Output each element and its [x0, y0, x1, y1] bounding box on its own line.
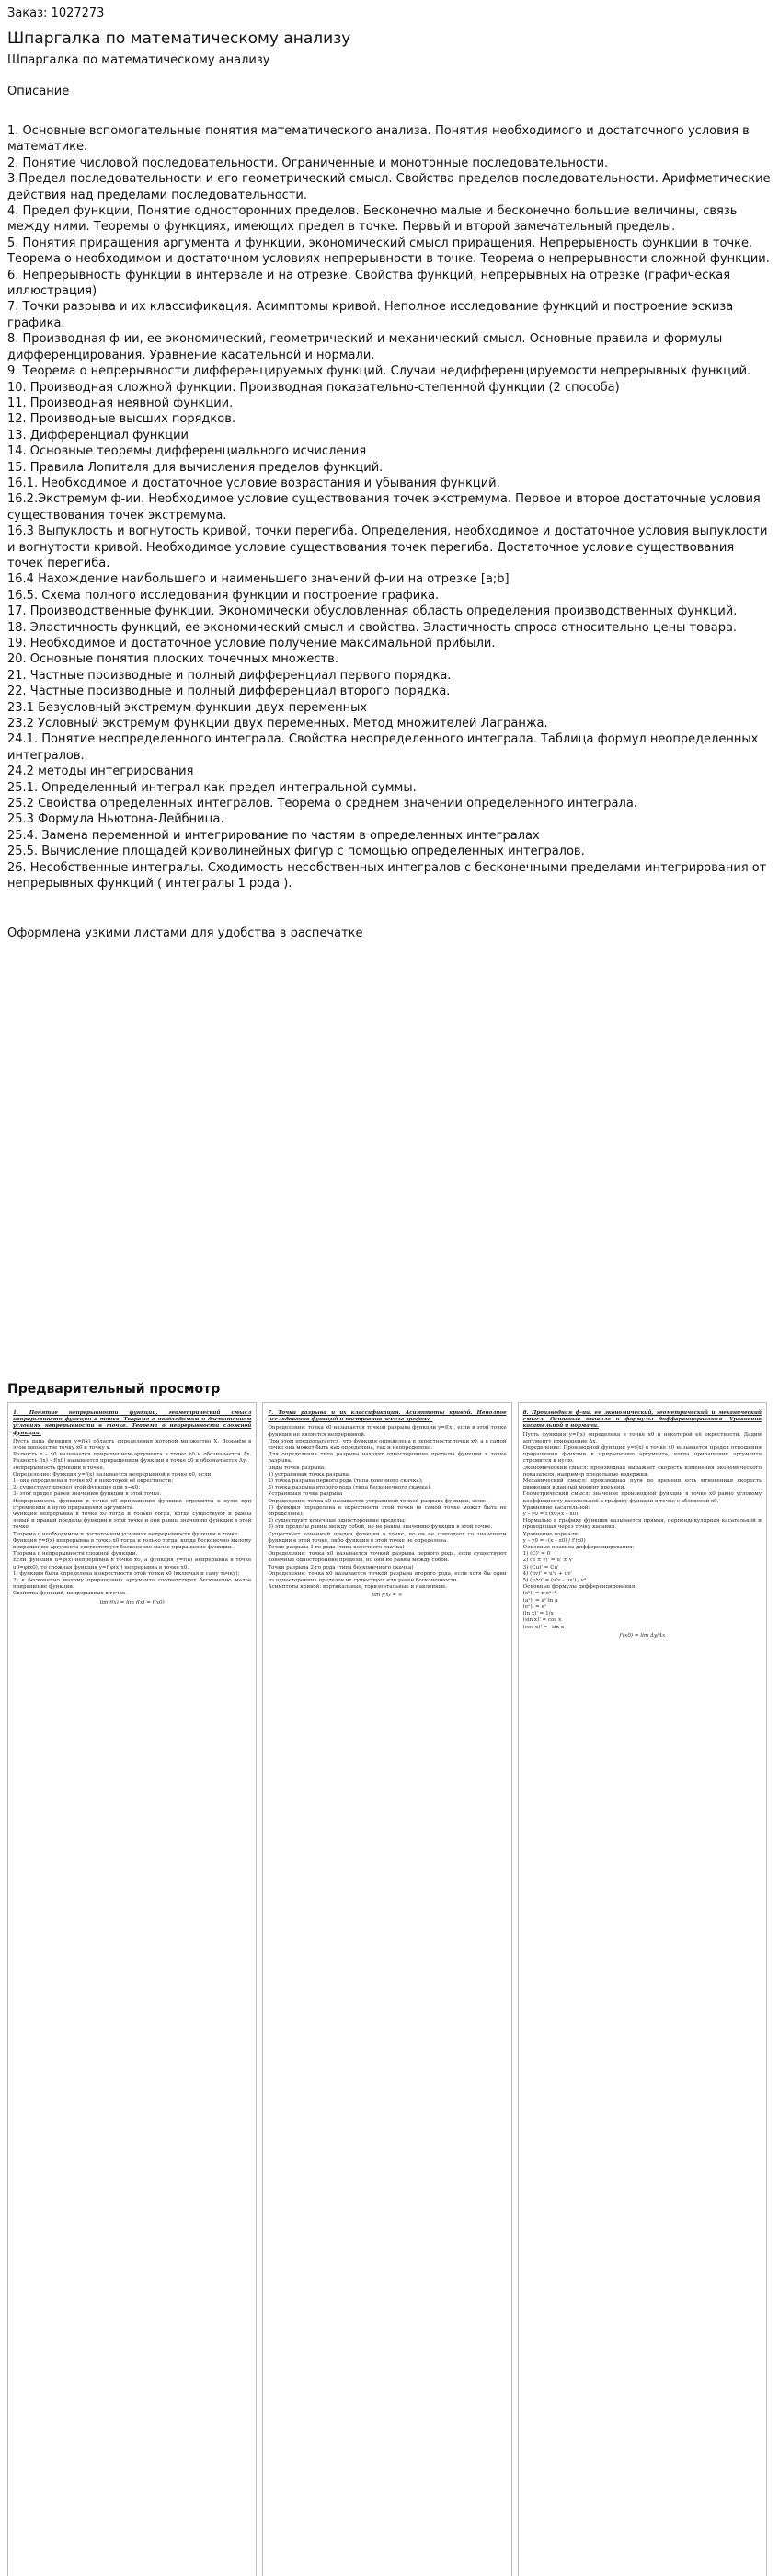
- preview-line: Определение: точка х0 называется точкой разрыва второго рода, если хотя бы один из односторонних пределов не существует или равен бесконечности.: [268, 1570, 507, 1584]
- toc-item: 20. Основные понятия плоских точечных множеств.: [7, 652, 338, 667]
- preview-line: Устранимая точка разрыва: [268, 1491, 343, 1498]
- toc-item: 23.2 Условный экстремум функции двух переменных. Метод множителей Лагранжа.: [7, 717, 548, 731]
- preview-line: y – y0 = –(x – x0) / f'(x0): [522, 1537, 586, 1544]
- preview-line: y – y0 = f'(x0)(x – x0): [522, 1512, 579, 1518]
- preview-sheet-body: [268, 1425, 506, 1591]
- toc-item: 1. Основные вспомогательные понятия математического анализа. Понятия необходимого и достаточного условия в математике.: [7, 124, 750, 155]
- toc-item: 4. Предел функции, Понятие односторонних пределов. Бесконечно малые и бесконечно большие величины, связь между ними. Теоремы о функциях, имеющих предел в точке. Первый и второй замечательный пределы.: [7, 204, 738, 235]
- toc-item: 25.2 Свойства определенных интегралов. Теорема о среднем значении определенного интеграла.: [7, 797, 637, 811]
- preview-line: 2) в бесконечно малому приращению аргумента соответствует бесконечно малое приращение функции.: [13, 1578, 252, 1591]
- preview-sheet-2: [262, 1402, 511, 2576]
- preview-line: (xⁿ)' = n·xⁿ⁻¹: [522, 1591, 556, 1597]
- preview-formula: lim f(x) = lim f(x) = f(x0): [99, 1599, 165, 1605]
- preview-line: При этом предполагается, что функция определена в окрестности точки х0, а в самой точке она может быть как определена, так и неопределена.: [268, 1438, 507, 1452]
- preview-line: 2) существует предел этой функции при х→х0;: [13, 1485, 141, 1491]
- toc-item: 2. Понятие числовой последовательности. Ограниченные и монотонные последовательности.: [7, 155, 609, 170]
- preview-line: Точки разрыва 2-го рода (типа бесконечного скачка): [268, 1564, 414, 1570]
- toc-item: 19. Необходимое и достаточное условие получение максимальной прибыли.: [7, 637, 496, 650]
- toc-item: 24.2 методы интегрирования: [7, 765, 194, 779]
- preview-formula: f'(x0) = lim Δy/Δx: [619, 1632, 666, 1639]
- preview-line: Определение: точка х0 называется точкой разрыва функции y=f(x), если в этой точке функция не является непрерывной.: [268, 1425, 507, 1438]
- toc-item: 23.1 Безусловный экстремум функции двух переменных: [7, 700, 368, 715]
- toc-item: 25.3 Формула Ньютона-Лейбница.: [7, 812, 224, 827]
- preview-line: 2) существуют конечные односторонние пределы;: [268, 1518, 407, 1524]
- preview-line: 2) точка разрыва первого рода (типа конечного скачка);: [268, 1478, 423, 1485]
- toc-item: 9. Теорема о непрерывности дифференцируемых функций. Случаи недифференцируемости непрерывных функций.: [7, 364, 751, 379]
- toc-item: 10. Производная сложной функции. Производная показательно-степенной функции (2 способа): [7, 380, 620, 395]
- preview-line: Теорема о непрерывности сложной функции.: [13, 1551, 138, 1558]
- preview-line: 1) (C)' = 0: [522, 1551, 551, 1558]
- preview-line: 3) эти пределы равны между собой, но не равны значению функции в этой точке.: [268, 1524, 493, 1531]
- preview-line: Определение: точка х0 называется устранимой точкой разрыва функции, если:: [268, 1498, 487, 1504]
- print-note: Оформлена узкими листами для удобства в распечатке: [7, 926, 363, 940]
- page-title: Шпаргалка по математическому анализу: [7, 29, 351, 48]
- preview-line: Функция y=f(x) непрерывна в точке х0 тогда и только тогда, когда бесконечно малому приращению аргумента соответствует бесконечно малое приращение функции.: [13, 1537, 252, 1551]
- toc-item: 6. Непрерывность функции в интервале и на отрезке. Свойства функций, непрерывных на отрезке (графическая иллюстрация): [7, 268, 731, 299]
- preview-line: (aˣ)' = aˣ·ln a: [522, 1597, 558, 1604]
- preview-line: Теорема о необходимом и достаточном условиях непрерывности функции в точке.: [13, 1531, 240, 1537]
- preview-line: Асимптоты кривой: вертикальные, горизонтальные и наклонные.: [268, 1584, 448, 1591]
- preview-line: Определение: Функция y=f(x) называется непрерывной в точке х0, если:: [13, 1471, 213, 1478]
- order-number: Заказ: 1027273: [7, 6, 105, 20]
- preview-line: (eˣ)' = eˣ: [522, 1604, 547, 1610]
- preview-sheet-body: [13, 1439, 251, 1598]
- preview-line: Существует конечный предел функции в точке, но он не совпадает со значением функции в этой точке, либо функция в этой точке не определена.: [268, 1531, 507, 1544]
- toc-item: 8. Производная ф-ии, ее экономический, геометрический и механический смысл. Основные правила и формулы дифференцирования. Уравнение касательной и нормали.: [7, 332, 723, 362]
- preview-sheet-heading: 8. Производная ф-ии, ее экономический, геометрический и механический смысл. Основные правила и формулы дифференцирования. Уравнение касательной и нормали.: [522, 1410, 762, 1430]
- toc-item: 15. Правила Лопиталя для вычисления пределов функций.: [7, 460, 384, 475]
- preview-line: 1) функция была определена в окрестности этой точки х0 (включая и саму точку);: [13, 1570, 240, 1577]
- toc-item: 16.3 Выпуклость и вогнутость кривой, точки перегиба. Определения, необходимое и достаточное условия выпуклости и вогнутости кривой. Необходимое условие существования точек перегиба. Достаточное условие существования точек перегиба.: [7, 524, 768, 570]
- preview-line: Уравнение касательной:: [522, 1504, 590, 1511]
- preview-line: Непрерывность функции в точке.: [13, 1465, 105, 1471]
- preview-line: (ln x)' = 1/x: [522, 1611, 554, 1617]
- toc-item: 16.5. Схема полного исследования функции и построение графика.: [7, 588, 440, 603]
- toc-item: 17. Производственные функции. Экономически обусловленная область определения производственных функций.: [7, 604, 738, 619]
- preview-sheet-3: [518, 1402, 767, 2576]
- preview-line: (sin x)' = cos x: [522, 1617, 562, 1624]
- preview-formula: lim f(x) = ∞: [372, 1593, 403, 1599]
- toc-item: 22. Частные производные и полный дифференциал второго порядка.: [7, 684, 451, 699]
- toc-item: 25.1. Определенный интеграл как предел интегральной суммы.: [7, 780, 417, 795]
- toc-item: 14. Основные теоремы дифференциального исчисления: [7, 444, 367, 459]
- preview-line: Определение: Производной функции y=f(x) в точке х0 называется предел отношения приращения функции к приращению аргумента, когда приращение аргумента стремится к нулю.: [522, 1445, 762, 1465]
- toc-item: 5. Понятия приращения аргумента и функции, экономический смысл приращения. Непрерывность функции в точке. Теорема о необходимом и достаточном условиях непрерывности в точке. Теорема о непрерывности сложной функции.: [7, 236, 770, 267]
- page-subtitle: Шпаргалка по математическому анализу: [7, 53, 270, 67]
- preview-line: Механический смысл: производная пути по времени есть мгновенная скорость движения в данный момент времени.: [522, 1478, 762, 1491]
- toc-item: 25.5. Вычисление площадей криволинейных фигур с помощью определенных интегралов.: [7, 845, 585, 859]
- toc-item: 26. Несобственные интегралы. Сходимость несобственных интегралов с бесконечными пределами интегрирования от непрерывных функций ( интегралы 1 рода ).: [7, 860, 767, 891]
- preview-line: Пусть дана функция y=f(x) область определения которой множество X. Возьмём в этом множестве точку х0 и точку х.: [13, 1438, 252, 1452]
- preview-line: 2) (u ± v)' = u' ± v': [522, 1558, 574, 1564]
- preview-line: Нормалью к графику функции называется прямая, перпендикулярная касательной и проходящая через точку касания.: [522, 1518, 762, 1531]
- preview-line: 1) устранимая точка разрыва;: [268, 1471, 350, 1478]
- preview-line: 4) (uv)' = u'v + uv': [522, 1570, 572, 1577]
- toc-item: 24.1. Понятие неопределенного интеграла. Свойства неопределенного интеграла. Таблица формул неопределенных интегралов.: [7, 732, 759, 763]
- preview-line: Если функция u=φ(x) непрерывна в точке х0, а функция y=f(u) непрерывна в точке u0=φ(x0), то сложная функция y=f(φ(x)) непрерывна в точке х0.: [13, 1558, 252, 1570]
- toc-item: 13. Дифференциал функции: [7, 428, 189, 443]
- preview-sheet-heading: 1. Понятие непрерывности функции, геометрический смысл непрерывности функции в точке. Теорема о необходимом и достаточном условиях непрерывности в точке. Теорема о непрерывности сложной функции.: [13, 1410, 252, 1436]
- toc-item: 3.Предел последовательности и его геометрический смысл. Свойства пределов последовательности. Арифметические действия над пределами последовательности.: [7, 172, 771, 202]
- preview-line: Непрерывность функции в точке х0 приращение функции стремится к нулю при стремлении к нулю приращения аргумента.: [13, 1498, 252, 1511]
- preview-sheet-heading: 7. Точки разрыва и их классификация. Асимптоты кривой. Неполное исследование функций и построение эскиза графика.: [268, 1410, 507, 1423]
- preview-heading: Предварительный просмотр: [7, 1382, 221, 1397]
- preview-line: Свойства функций, непрерывных в точке.: [13, 1591, 128, 1597]
- toc-item: 7. Точки разрыва и их классификация. Асимптомы кривой. Неполное исследование функций и построение эскиза графика.: [7, 300, 734, 330]
- preview-line: Точки разрыва 1-го рода (типа конечного скачка): [268, 1545, 405, 1551]
- preview-line: Основные правила дифференцирования:: [522, 1545, 635, 1551]
- toc-item: 16.2.Экстремум ф-ии. Необходимое условие существования точек экстремума. Первое и второе достаточные условия существования точек экстремума.: [7, 492, 761, 523]
- preview-line: 1) функция определена в окрестности этой точки (в самой точке может быть не определена);: [268, 1504, 507, 1518]
- preview-line: Определение: точка х0 называется точкой разрыва первого рода, если существуют конечные односторонние пределы, но они не равны между собой.: [268, 1551, 507, 1564]
- preview-line: Экономический смысл: производная выражает скорость изменения экономического показателя, например предельные издержки.: [522, 1465, 762, 1478]
- preview-line: Пусть функция y=f(x) определена в точке х0 и некоторой её окрестности. Дадим аргументу приращение Δх.: [522, 1432, 762, 1444]
- preview-sheet-1: [7, 1402, 257, 2576]
- toc-item: 25.4. Замена переменной и интегрирование по частям в определенных интегралах: [7, 828, 540, 843]
- preview-line: (cos x)' = –sin x: [522, 1624, 565, 1630]
- preview-line: Функция непрерывна в точке х0 тогда и только тогда, когда существуют и равны левый и правый пределы функции в этой точке и они равны значению функции в этой точке.: [13, 1512, 252, 1531]
- preview-line: Для определения типа разрыва находят односторонние пределы функции в точке разрыва.: [268, 1452, 507, 1465]
- description-heading: Описание: [7, 85, 70, 98]
- preview-line: Виды точек разрыва:: [268, 1465, 326, 1471]
- toc-item: 21. Частные производные и полный дифференциал первого порядка.: [7, 668, 452, 683]
- toc-item: 12. Производные высших порядков.: [7, 412, 236, 427]
- toc-item: 11. Производная неявной функции.: [7, 396, 234, 410]
- preview-line: 3) точка разрыва второго рода (типа бесконечного скачка).: [268, 1485, 431, 1491]
- preview-line: Уравнение нормали:: [522, 1531, 579, 1537]
- preview-line: Разность х – х0 называется приращением аргумента в точке х0 и обозначается Δх. Разность f(x) – f(x0) называется приращением функции в точке х0 и обозначается Δу.: [13, 1452, 252, 1465]
- table-of-contents: [7, 123, 772, 892]
- toc-item: 18. Эластичность функций, ее экономический смысл и свойства. Эластичность спроса относительно цены товара.: [7, 620, 738, 635]
- toc-item: 16.1. Необходимое и достаточное условие возрастания и убывания функций.: [7, 476, 500, 490]
- preview-area: [7, 1402, 767, 2576]
- preview-sheet-body: [523, 1432, 762, 1631]
- preview-line: Основные формулы дифференцирования:: [522, 1584, 637, 1591]
- preview-line: 1) она определена в точке х0 и некоторой её окрестности;: [13, 1478, 173, 1485]
- preview-line: 3) этот предел равен значению функции в этой точке.: [13, 1491, 162, 1498]
- preview-line: Геометрический смысл: значение производной функции в точке х0 равно угловому коэффициенту касательной к графику функции в точке с абсциссой х0.: [522, 1491, 762, 1504]
- toc-item: 16.4 Нахождение наибольшего и наименьшего значений ф-ии на отрезке [a;b]: [7, 572, 510, 587]
- preview-line: 5) (u/v)' = (u'v – uv') / v²: [522, 1578, 587, 1584]
- preview-line: 3) (Cu)' = Cu': [522, 1564, 559, 1570]
